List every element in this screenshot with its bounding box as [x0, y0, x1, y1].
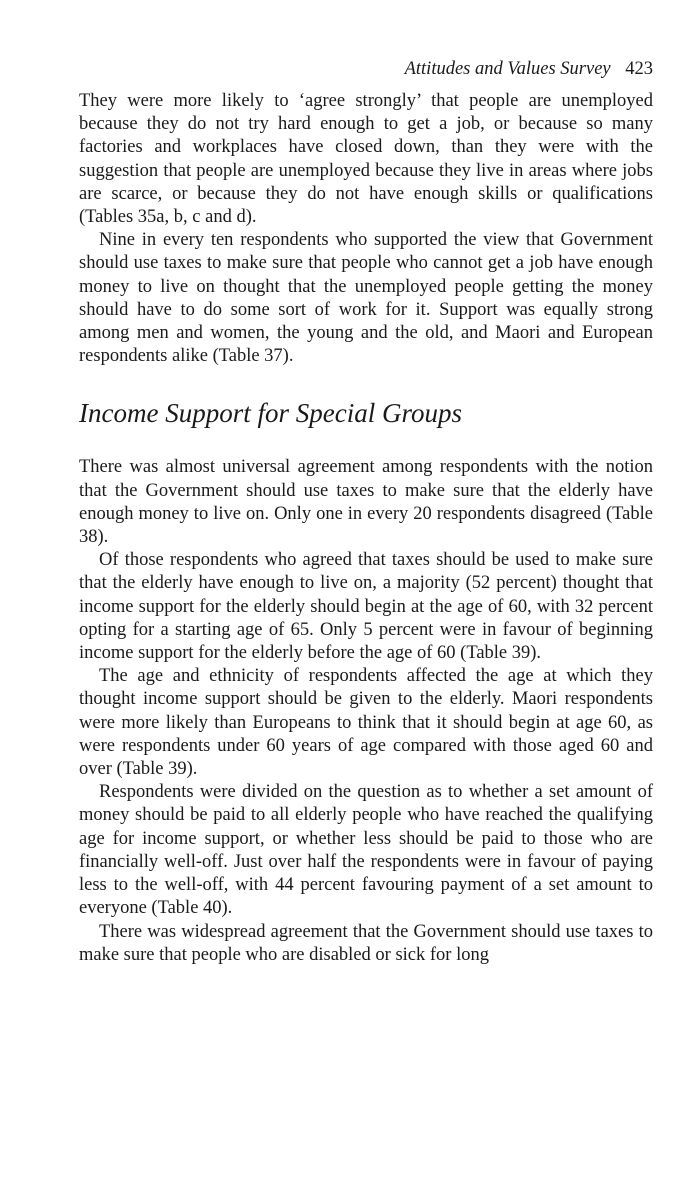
- paragraph-disabled-sick: There was widespread agreement that the Government should use taxes to make sure that people who are disabled or sick for long: [79, 921, 653, 965]
- paragraph-work-for-benefit: Nine in every ten respondents who supported the view that Government should use taxes to make sure that people who cannot get a job have enough money to live on thought that the unemployed people getting the money should have to do some sort of work for it. Support was equally strong among men and women, the young and the old, and Maori and European respondents alike (Table 37).: [79, 230, 653, 367]
- paragraph-elderly-support: There was almost universal agreement among respondents with the notion that the Government should use taxes to make sure that the elderly have enough money to live on. Only one in every 20 respondents disagreed (Table 38).: [79, 457, 653, 548]
- running-head: [79, 56, 653, 82]
- running-head-title: Attitudes and Values Survey: [404, 59, 611, 79]
- document-page: [79, 56, 653, 967]
- paragraph-starting-age: Of those respondents who agreed that taxes should be used to make sure that the elderly have enough to live on, a majority (52 percent) thought that income support for the elderly should begin at the age of 60, with 32 percent opting for a starting age of 65. Only 5 percent were in favour of beginning income support for the elderly before the age of 60 (Table 39).: [79, 550, 653, 664]
- page-number: 423: [625, 59, 653, 79]
- section-heading: Income Support for Special Groups: [79, 398, 462, 429]
- paragraph-age-ethnicity: The age and ethnicity of respondents affected the age at which they thought income support should be given to the elderly. Maori respondents were more likely than Europeans to think that it should begin at age 60, as were respondents under 60 years of age compared with those aged 60 and over (Table 39).: [79, 666, 653, 780]
- paragraph-unemployment-reasons: They were more likely to ‘agree strongly’ that people are unemployed because they do not try hard enough to get a job, or because so many factories and workplaces have closed down, than they were with the suggestion that people are unemployed because they live in areas where jobs are scarce, or because they do not have enough skills or qualifications (Tables 35a, b, c and d).: [79, 91, 653, 228]
- paragraph-set-amount: Respondents were divided on the question as to whether a set amount of money should be paid to all elderly people who have reached the qualifying age for income support, or whether less should be paid to those who are financially well-off. Just over half the respondents were in favour of paying less to the well-off, with 44 percent favouring payment of a set amount to everyone (Table 40).: [79, 782, 653, 919]
